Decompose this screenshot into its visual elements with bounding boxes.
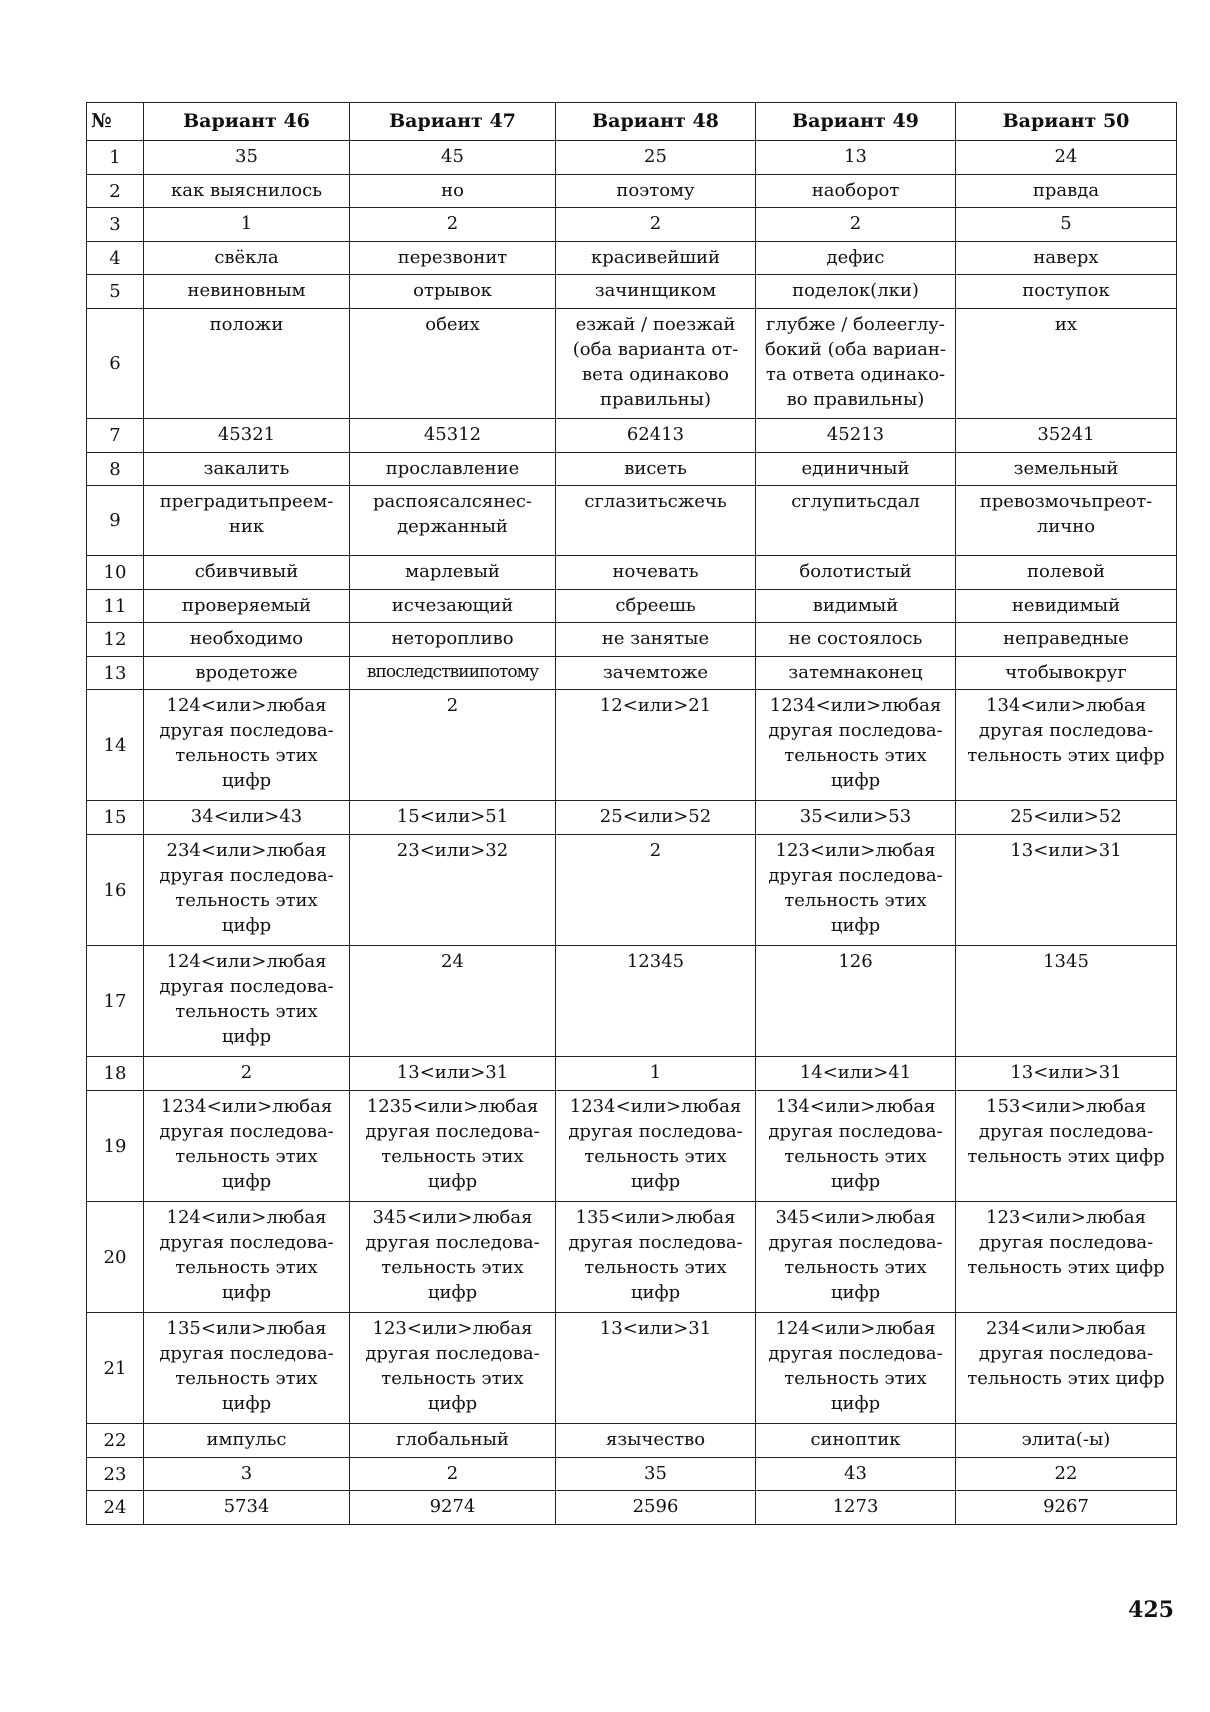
header-number: №	[87, 103, 144, 141]
answer-cell: 345<или>любая другая последова- тельность этих цифр	[756, 1202, 956, 1313]
answer-cell: невиновным	[144, 275, 350, 309]
answer-cell: 24	[956, 141, 1177, 175]
answer-cell: 13<или>31	[556, 1313, 756, 1424]
answer-cell: 123<или>любая другая последова- тельность этих цифр	[350, 1313, 556, 1424]
page-number: 425	[1128, 1597, 1174, 1623]
answer-cell: 23<или>32	[350, 835, 556, 946]
answer-cell: дефис	[756, 242, 956, 275]
answer-cell: 25	[556, 141, 756, 175]
answer-cell: правда	[956, 175, 1177, 208]
answer-cell: 2	[556, 835, 756, 946]
answer-cell: прославление	[350, 453, 556, 486]
table-row	[87, 141, 1177, 175]
answer-cell: единичный	[756, 453, 956, 486]
answer-cell: глобальный	[350, 1424, 556, 1458]
answer-cell: закалить	[144, 453, 350, 486]
table-row	[87, 208, 1177, 242]
answer-cell: 9274	[350, 1491, 556, 1525]
answer-cell: 35	[144, 141, 350, 175]
table-row	[87, 1057, 1177, 1091]
table-row	[87, 242, 1177, 275]
answer-cell: 234<или>любая другая последова- тельность этих цифр	[144, 835, 350, 946]
answer-cell: 134<или>любая другая последова- тельность этих цифр	[956, 690, 1177, 801]
answer-cell: 1273	[756, 1491, 956, 1525]
table-row	[87, 175, 1177, 208]
answer-cell: 45321	[144, 419, 350, 453]
row-number-cell: 21	[87, 1313, 144, 1424]
answer-cell: 1	[556, 1057, 756, 1091]
row-number-cell: 13	[87, 657, 144, 690]
answer-cell: как выяснилось	[144, 175, 350, 208]
answer-cell: глубже / болееглу- бокий (оба вариан- та ответа одинако- во правильны)	[756, 309, 956, 419]
answer-cell: 15<или>51	[350, 801, 556, 835]
answer-cell: 12345	[556, 946, 756, 1057]
answer-cell: 124<или>любая другая последова- тельность этих цифр	[144, 690, 350, 801]
answer-cell: невидимый	[956, 590, 1177, 623]
answer-cell: не занятые	[556, 623, 756, 657]
answer-cell: обеих	[350, 309, 556, 419]
row-number-cell: 23	[87, 1458, 144, 1491]
answer-cell: сглупитьсдал	[756, 486, 956, 556]
table-row	[87, 623, 1177, 657]
table-row	[87, 1424, 1177, 1458]
table-row	[87, 835, 1177, 946]
header-variant-49: Вариант 49	[756, 103, 956, 141]
answer-cell: 35<или>53	[756, 801, 956, 835]
row-number-cell: 7	[87, 419, 144, 453]
answer-cell: 124<или>любая другая последова- тельность этих цифр	[144, 1202, 350, 1313]
row-number-cell: 4	[87, 242, 144, 275]
header-variant-46: Вариант 46	[144, 103, 350, 141]
answer-cell: 62413	[556, 419, 756, 453]
answer-cell: но	[350, 175, 556, 208]
answer-cell: вродетоже	[144, 657, 350, 690]
answer-cell: 123<или>любая другая последова- тельность этих цифр	[956, 1202, 1177, 1313]
answer-cell: сглазитьсжечь	[556, 486, 756, 556]
answer-cell: 9267	[956, 1491, 1177, 1525]
answer-cell: висеть	[556, 453, 756, 486]
answer-cell: 1234<или>любая другая последова- тельность этих цифр	[556, 1091, 756, 1202]
answer-cell: 1	[144, 208, 350, 242]
row-number-cell: 9	[87, 486, 144, 556]
answer-cell: 22	[956, 1458, 1177, 1491]
table-row	[87, 556, 1177, 590]
answer-cell: 3	[144, 1458, 350, 1491]
answer-cell: 123<или>любая другая последова- тельность этих цифр	[756, 835, 956, 946]
header-variant-48: Вариант 48	[556, 103, 756, 141]
answer-cell: зачинщиком	[556, 275, 756, 309]
row-number-cell: 22	[87, 1424, 144, 1458]
header-variant-47: Вариант 47	[350, 103, 556, 141]
answer-cell: 34<или>43	[144, 801, 350, 835]
answer-cell: 134<или>любая другая последова- тельность этих цифр	[756, 1091, 956, 1202]
answer-cell: поделок(лки)	[756, 275, 956, 309]
answer-cell: 24	[350, 946, 556, 1057]
row-number-cell: 6	[87, 309, 144, 419]
answer-cell: необходимо	[144, 623, 350, 657]
answer-cell: 135<или>любая другая последова- тельность этих цифр	[556, 1202, 756, 1313]
answer-cell: синоптик	[756, 1424, 956, 1458]
answer-cell: 124<или>любая другая последова- тельность этих цифр	[144, 946, 350, 1057]
answer-cell: распоясалсянес- держанный	[350, 486, 556, 556]
answer-cell: неторопливо	[350, 623, 556, 657]
answer-cell: земельный	[956, 453, 1177, 486]
answer-cell: поэтому	[556, 175, 756, 208]
answer-cell: преградитьпреем- ник	[144, 486, 350, 556]
table-row	[87, 801, 1177, 835]
table-row	[87, 486, 1177, 556]
table-row	[87, 275, 1177, 309]
answer-cell: 1235<или>любая другая последова- тельность этих цифр	[350, 1091, 556, 1202]
answer-cell: 35241	[956, 419, 1177, 453]
answer-cell: не состоялось	[756, 623, 956, 657]
table-row	[87, 657, 1177, 690]
answer-cell: болотистый	[756, 556, 956, 590]
answer-cell: перезвонит	[350, 242, 556, 275]
row-number-cell: 14	[87, 690, 144, 801]
answer-cell: 234<или>любая другая последова- тельность этих цифр	[956, 1313, 1177, 1424]
answer-cell: 43	[756, 1458, 956, 1491]
table-row	[87, 1491, 1177, 1525]
answer-cell: 5	[956, 208, 1177, 242]
answer-cell: отрывок	[350, 275, 556, 309]
answer-cell: 12<или>21	[556, 690, 756, 801]
row-number-cell: 18	[87, 1057, 144, 1091]
table-row	[87, 1458, 1177, 1491]
answer-cell: 2	[350, 208, 556, 242]
row-number-cell: 16	[87, 835, 144, 946]
answer-cell: 14<или>41	[756, 1057, 956, 1091]
row-number-cell: 17	[87, 946, 144, 1057]
answer-cell: импульс	[144, 1424, 350, 1458]
table-row	[87, 1202, 1177, 1313]
answer-cell: 13<или>31	[956, 1057, 1177, 1091]
answer-cell: проверяемый	[144, 590, 350, 623]
answer-cell: 25<или>52	[556, 801, 756, 835]
row-number-cell: 15	[87, 801, 144, 835]
row-number-cell: 5	[87, 275, 144, 309]
row-number-cell: 11	[87, 590, 144, 623]
answer-cell: впоследствиипотому	[350, 657, 556, 690]
answer-cell: затемнаконец	[756, 657, 956, 690]
table-body	[87, 141, 1177, 1525]
row-number-cell: 1	[87, 141, 144, 175]
answer-cell: видимый	[756, 590, 956, 623]
answer-cell: превозмочьпреот- лично	[956, 486, 1177, 556]
row-number-cell: 2	[87, 175, 144, 208]
answer-cell: 2	[350, 1458, 556, 1491]
answer-cell: 45213	[756, 419, 956, 453]
answer-cell: 1234<или>любая другая последова- тельность этих цифр	[756, 690, 956, 801]
answer-cell: полевой	[956, 556, 1177, 590]
answer-cell: поступок	[956, 275, 1177, 309]
header-row	[87, 103, 1177, 141]
answer-cell: исчезающий	[350, 590, 556, 623]
answer-cell: 135<или>любая другая последова- тельность этих цифр	[144, 1313, 350, 1424]
answer-cell: 2	[756, 208, 956, 242]
answer-cell: 1234<или>любая другая последова- тельность этих цифр	[144, 1091, 350, 1202]
answer-cell: язычество	[556, 1424, 756, 1458]
answer-cell: 45312	[350, 419, 556, 453]
table-row	[87, 1091, 1177, 1202]
answer-cell: красивейший	[556, 242, 756, 275]
answer-cell: 153<или>любая другая последова- тельность этих цифр	[956, 1091, 1177, 1202]
answer-cell: сбивчивый	[144, 556, 350, 590]
row-number-cell: 8	[87, 453, 144, 486]
answer-cell: 126	[756, 946, 956, 1057]
answer-cell: 2	[144, 1057, 350, 1091]
answer-cell: зачемтоже	[556, 657, 756, 690]
answer-cell: 13<или>31	[350, 1057, 556, 1091]
answer-cell: сбреешь	[556, 590, 756, 623]
answer-cell: 25<или>52	[956, 801, 1177, 835]
answer-cell: 5734	[144, 1491, 350, 1525]
table-row	[87, 453, 1177, 486]
answer-cell: 13	[756, 141, 956, 175]
row-number-cell: 24	[87, 1491, 144, 1525]
table-row	[87, 590, 1177, 623]
table-row	[87, 1313, 1177, 1424]
row-number-cell: 3	[87, 208, 144, 242]
answer-cell: свёкла	[144, 242, 350, 275]
answer-cell: 1345	[956, 946, 1177, 1057]
answer-cell: 2596	[556, 1491, 756, 1525]
answer-cell: ночевать	[556, 556, 756, 590]
answer-cell: 345<или>любая другая последова- тельность этих цифр	[350, 1202, 556, 1313]
answer-cell: наверх	[956, 242, 1177, 275]
row-number-cell: 10	[87, 556, 144, 590]
answers-table	[86, 102, 1177, 1525]
header-variant-50: Вариант 50	[956, 103, 1177, 141]
table-row	[87, 419, 1177, 453]
answer-cell: езжай / поезжай (оба варианта от- вета одинаково правильны)	[556, 309, 756, 419]
answer-cell: 45	[350, 141, 556, 175]
answer-cell: неправедные	[956, 623, 1177, 657]
answer-cell: 13<или>31	[956, 835, 1177, 946]
answer-cell: марлевый	[350, 556, 556, 590]
row-number-cell: 20	[87, 1202, 144, 1313]
table-row	[87, 946, 1177, 1057]
answer-cell: 2	[350, 690, 556, 801]
answer-cell: 124<или>любая другая последова- тельность этих цифр	[756, 1313, 956, 1424]
table-row	[87, 690, 1177, 801]
row-number-cell: 12	[87, 623, 144, 657]
answer-cell: 2	[556, 208, 756, 242]
answer-cell: элита(-ы)	[956, 1424, 1177, 1458]
table-row	[87, 309, 1177, 419]
answer-cell: положи	[144, 309, 350, 419]
answer-cell: чтобывокруг	[956, 657, 1177, 690]
answer-cell: их	[956, 309, 1177, 419]
answer-cell: 35	[556, 1458, 756, 1491]
row-number-cell: 19	[87, 1091, 144, 1202]
answer-cell: наоборот	[756, 175, 956, 208]
